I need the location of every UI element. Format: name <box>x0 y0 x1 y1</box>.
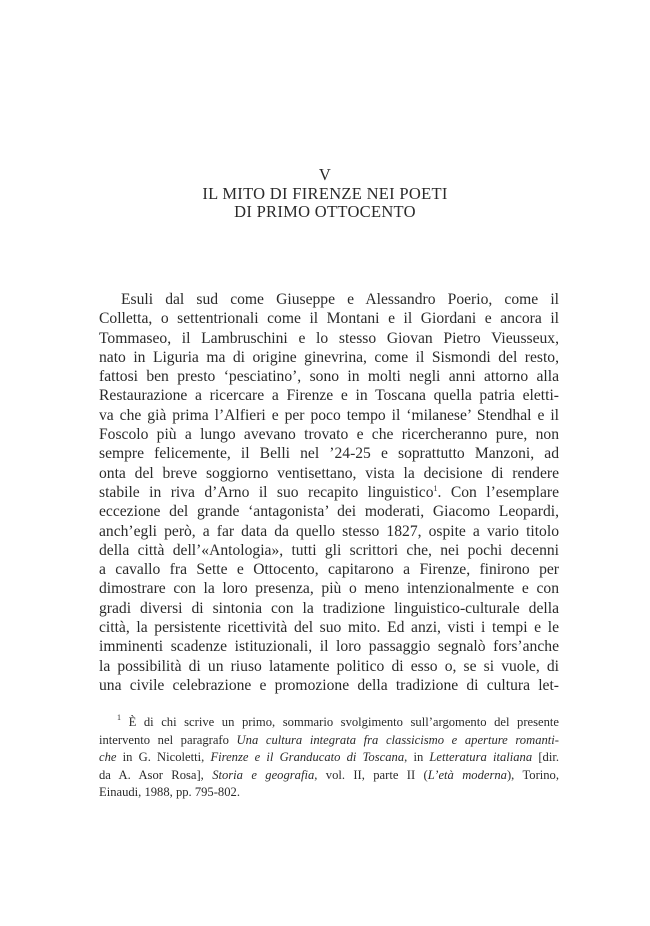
body-line: fattosi ben presto ‘pesciatino’, sono in molti negli anni attorno alla <box>99 368 559 386</box>
body-line: la possibilità di un riuso latamente politico di esso o, se si vuole, di <box>99 657 559 675</box>
footnote-line <box>99 714 559 732</box>
footnote-text: È di chi scrive un primo, sommario svolgimento sull’argomento del presente <box>128 715 560 729</box>
body-line: gradi diversi di sintonia con la tradizione linguistico-culturale della <box>99 599 559 617</box>
footnote-text: da A. Asor Rosa], <box>99 767 213 782</box>
footnote-text: intervento nel paragrafo <box>99 732 237 747</box>
body-line: Foscolo più a lungo avevano trovato e che ricercheranno pure, non <box>99 426 559 444</box>
body-line: sempre felicemente, il Belli nel ’24-25 e soprattutto Manzoni, ad <box>99 445 559 463</box>
body-line: Esuli dal sud come Giuseppe e Alessandro Poerio, come il <box>121 291 559 308</box>
body-line: Restaurazione a ricercare a Firenze e in Toscana quella patria eletti- <box>99 387 559 405</box>
body-line: Colletta, o settentrionali come il Montani e il Giordani e ancora il <box>99 310 559 328</box>
chapter-heading <box>0 166 650 222</box>
body-line: una civile celebrazione e promozione della tradizione di cultura let- <box>99 676 559 694</box>
body-line: anch’egli però, a far data da quello stesso 1827, ospite a vario titolo <box>99 522 559 540</box>
body-line: onta del breve soggiorno ventisettano, vista la decisione di rendere <box>99 464 559 482</box>
body-line-text: stabile in riva d’Arno il suo recapito linguistico <box>99 483 434 501</box>
footnote-line: Einaudi, 1988, pp. 795-802. <box>99 785 240 800</box>
chapter-title-line: IL MITO DI FIRENZE NEI POETI <box>202 183 448 203</box>
footnote-italic-title: L’età moderna <box>427 767 507 782</box>
body-line: dimostrare con la loro presenza, più o meno intenzionalmente e con <box>99 580 559 598</box>
footnote-text: , vol. II, parte II ( <box>314 767 428 782</box>
body-line: nato in Liguria ma di origine ginevrina, come il Sismondi del resto, <box>99 348 559 366</box>
footnote-line <box>99 749 559 767</box>
footnote-italic-title: Firenze e il Granducato di Toscana <box>210 750 405 765</box>
chapter-title-line: DI PRIMO OTTOCENTO <box>234 202 416 221</box>
body-line-text: . Con l’esemplare <box>437 483 559 501</box>
footnote-text: in G. Nicoletti, <box>116 750 211 765</box>
footnote-text: , in <box>404 750 430 765</box>
body-line: va che già prima l’Alfieri e per poco tempo il ‘milanese’ Stendhal e il <box>99 406 559 424</box>
body-line: città, la persistente ricettività del suo mito. Ed anzi, visti i tempi e le <box>99 619 559 637</box>
body-line: della città dell’«Antologia», tutti gli scrittori che, nei pochi decenni <box>99 541 559 559</box>
footnote-reference[interactable]: 1 <box>433 483 438 493</box>
footnote-italic-title: che <box>99 750 117 765</box>
footnote-text: [dir. <box>532 750 559 765</box>
footnote-italic-title: Una cultura integrata fra classicismo e aperture romanti- <box>236 732 559 747</box>
chapter-number: V <box>318 165 332 184</box>
footnote-line <box>99 767 559 785</box>
body-line: a cavallo fra Sette e Ottocento, capitarono a Firenze, finirono per <box>99 561 559 579</box>
footnotes <box>99 714 559 802</box>
body-line: eccezione del grande ‘antagonista’ dei moderati, Giacomo Leopardi, <box>99 503 559 521</box>
body-line: Tommaseo, il Lambruschini e lo stesso Giovan Pietro Vieusseux, <box>99 329 559 347</box>
body-line: imminenti scadenze istituzionali, il loro passaggio segnalò fors’anche <box>99 638 559 656</box>
body-line <box>99 483 559 502</box>
footnote-text: ), Torino, <box>506 767 560 782</box>
footnote-italic-title: Letteratura italiana <box>429 750 533 765</box>
footnote-marker: 1 <box>117 713 121 722</box>
body-text <box>99 290 559 695</box>
footnote-italic-title: Storia e geografia <box>212 767 315 782</box>
footnote-line <box>99 732 559 750</box>
